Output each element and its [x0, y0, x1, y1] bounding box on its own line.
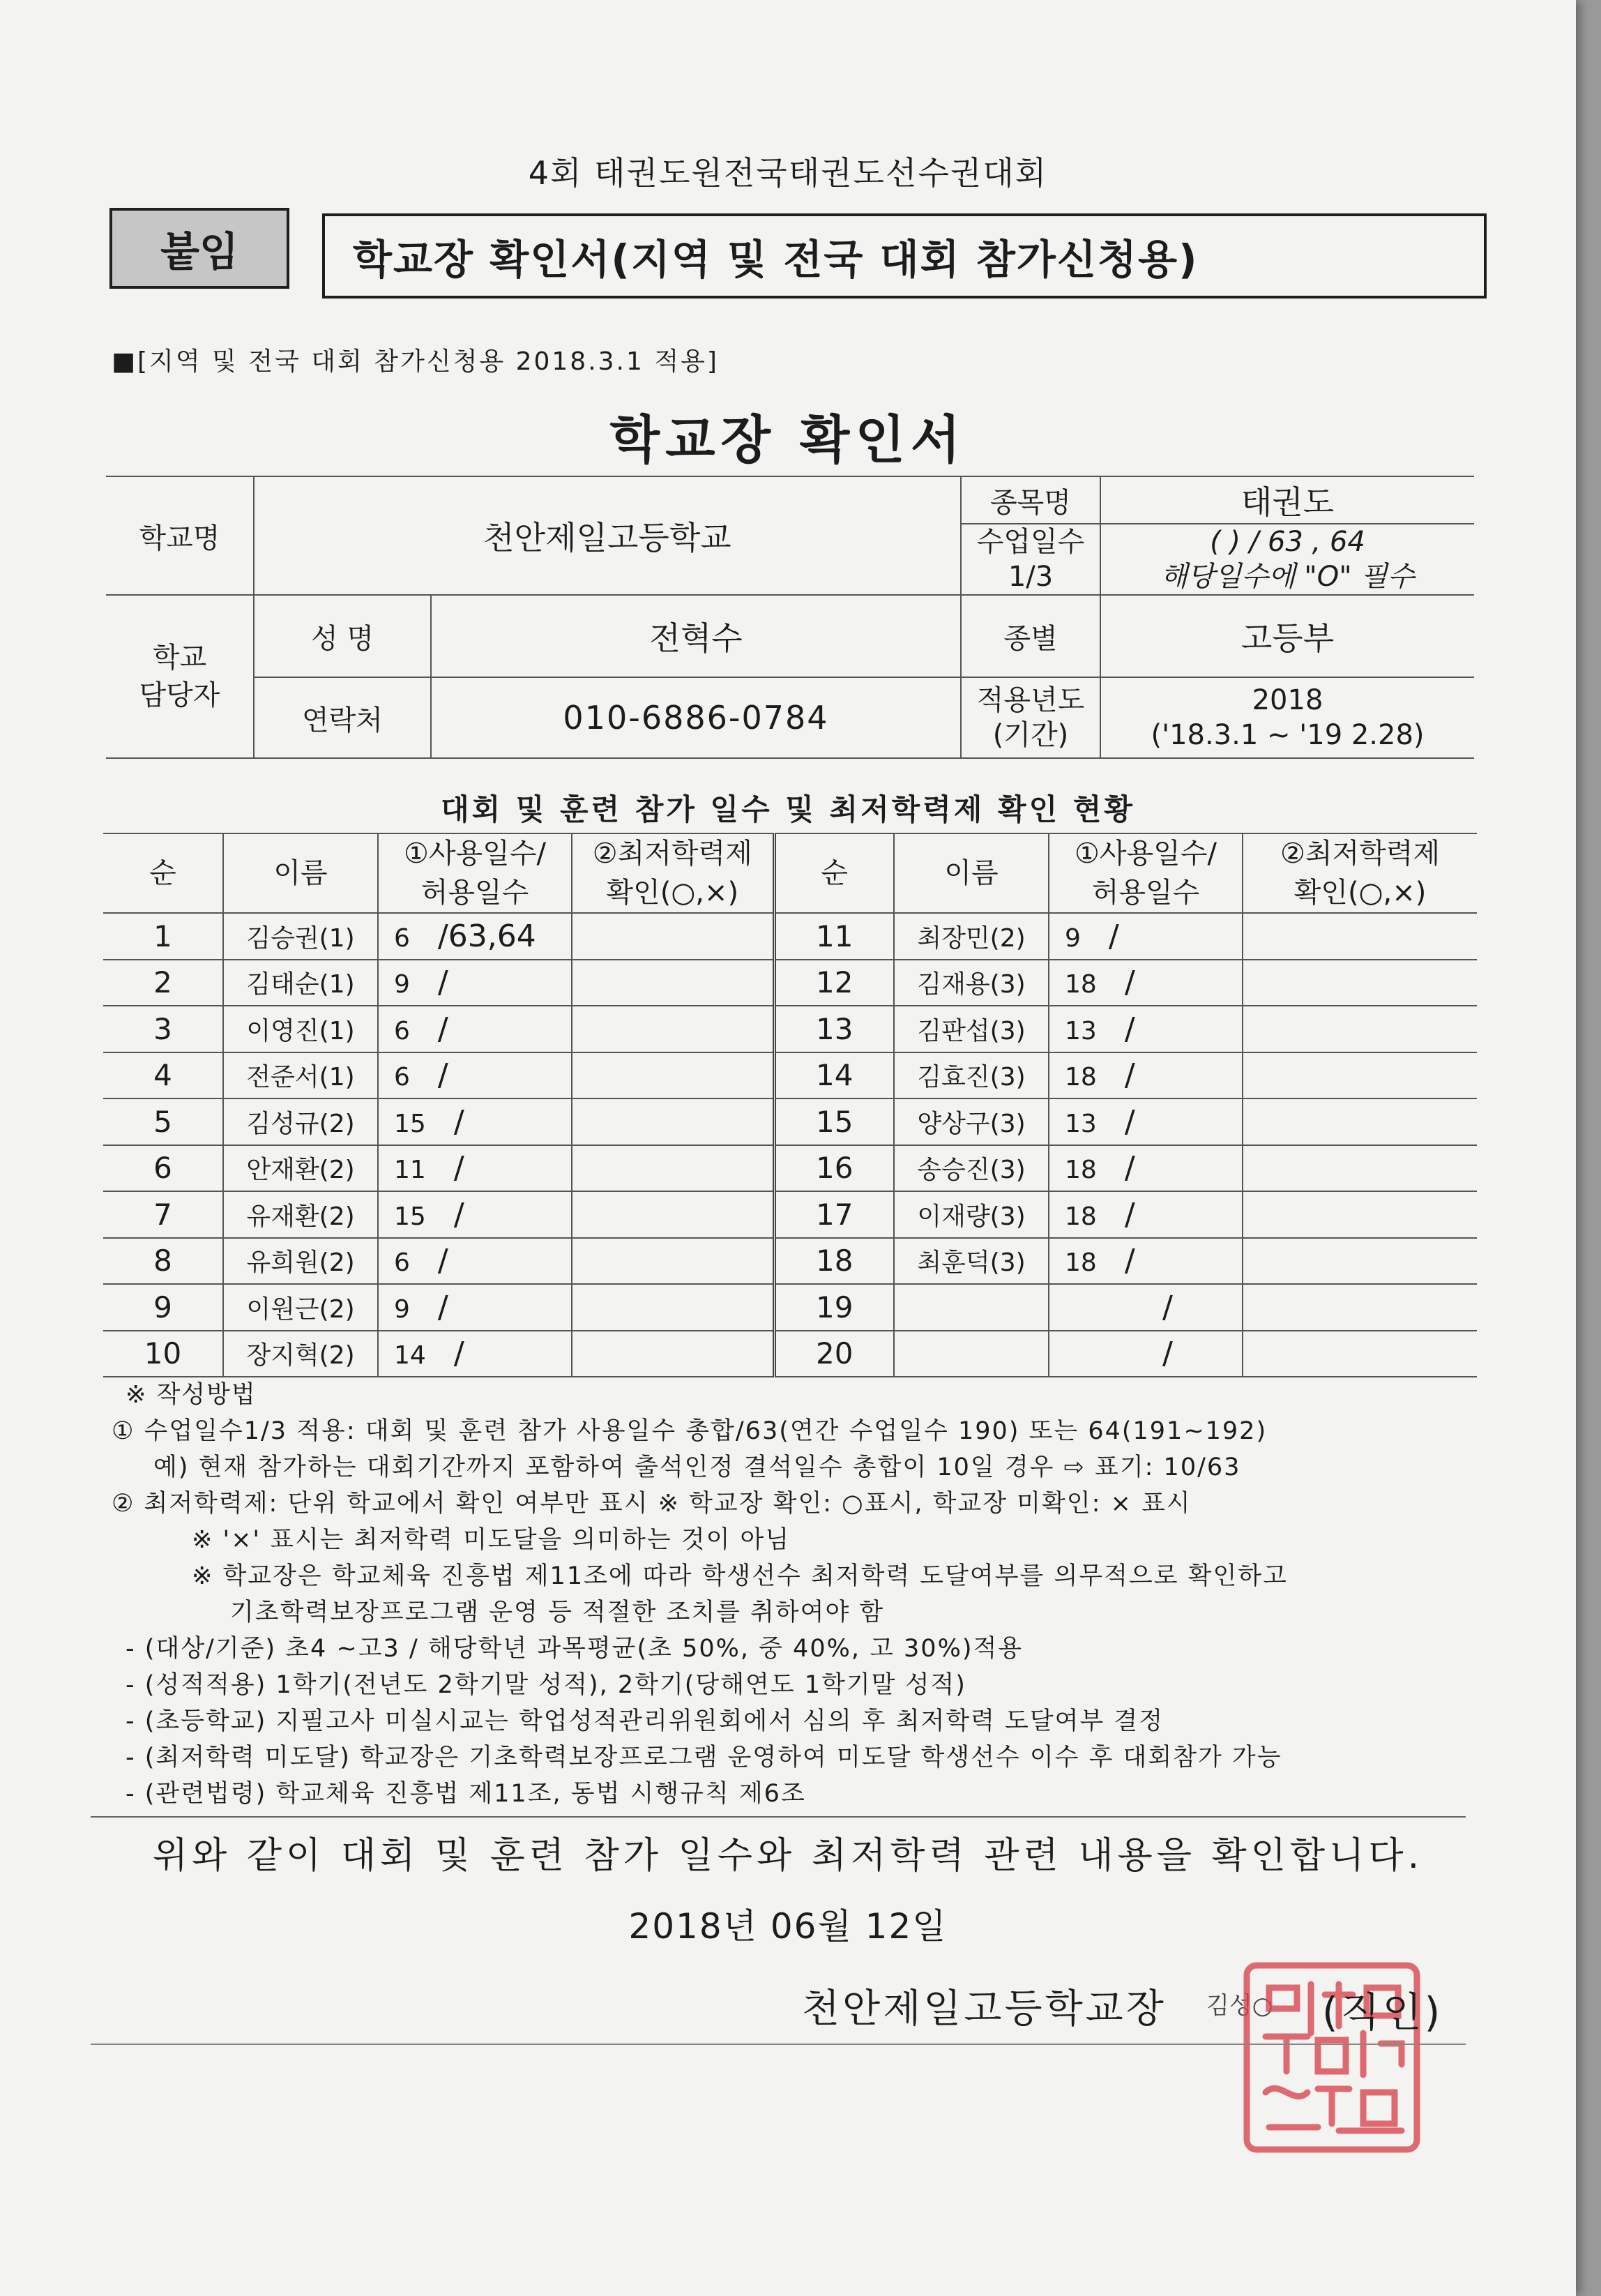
method-line: ※ '×' 표시는 최저학력 미도달을 의미하는 것이 아님: [192, 1526, 791, 1554]
min-grade-check: [572, 913, 774, 960]
table-row: [103, 1331, 1477, 1377]
athlete-name: 유재환(2): [223, 1191, 378, 1238]
class-days-fraction: ( ) / 63 , 64: [1210, 526, 1365, 558]
days-used-value: 15: [394, 1202, 426, 1231]
days-used-value: 15: [394, 1109, 426, 1138]
athlete-name: [894, 1331, 1049, 1377]
contact-value: 010-6886-0784: [431, 677, 961, 758]
min-grade-check: [1243, 1006, 1477, 1052]
event-value: 태권도: [1100, 476, 1474, 524]
method-line: ② 최저학력제: 단위 학교에서 확인 여부만 표시 ※ 학교장 확인: ○표시, 학교장 미확인: × 표시: [112, 1490, 1192, 1518]
min-grade-check: [572, 1191, 774, 1238]
table-row: [103, 1284, 1477, 1331]
days-used-value: 9: [394, 970, 410, 999]
days-used: [378, 1284, 572, 1331]
athlete-name: 유희원(2): [223, 1238, 378, 1285]
days-allowed-value: /: [437, 1011, 448, 1047]
row-number: 6: [103, 1145, 223, 1192]
athlete-name: 최훈덕(3): [894, 1238, 1049, 1285]
writing-method: [112, 1377, 1506, 1812]
division-label: 종별: [961, 595, 1100, 677]
attachment-title: 학교장 확인서(지역 및 전국 대회 참가신청용): [322, 213, 1487, 299]
manager-label-line1: 학교: [152, 642, 207, 674]
table-row: [103, 1052, 1477, 1099]
days-used: [378, 1098, 572, 1145]
row-number: 3: [103, 1006, 223, 1052]
header-min-grade: [1243, 833, 1477, 913]
days-used-value: 18: [1065, 970, 1097, 999]
min-grade-check: [1243, 1191, 1477, 1238]
days-used: [378, 1238, 572, 1285]
days-allowed-value: /: [1124, 1103, 1135, 1140]
days-used: [378, 1006, 572, 1052]
event-label: 종목명: [961, 476, 1100, 524]
min-grade-check: [572, 1284, 774, 1331]
year-label-line1: 적용년도: [976, 684, 1085, 716]
days-allowed-value: /: [437, 1057, 448, 1094]
divider: [91, 2044, 1466, 2045]
days-used-value: 11: [394, 1156, 426, 1185]
row-number: 16: [774, 1145, 894, 1192]
row-number: 14: [774, 1052, 894, 1099]
method-line: - (대상/기준) 초4 ~고3 / 해당학년 과목평균(초 50%, 중 40%, 고 30%)적용: [126, 1635, 1024, 1663]
min-grade-check: [1243, 1098, 1477, 1145]
method-line: 예) 현재 참가하는 대회기간까지 포함하여 출석인정 결석일수 총합이 10일 경우 ⇨ 표기: 10/63: [153, 1453, 1241, 1481]
row-number: 1: [103, 913, 223, 960]
min-grade-check: [1243, 1238, 1477, 1285]
min-grade-check: [572, 1331, 774, 1377]
days-used-value: 18: [1065, 1156, 1097, 1185]
days-allowed-value: /: [1162, 1336, 1173, 1372]
method-title: ※ 작성방법: [126, 1381, 257, 1409]
row-number: 8: [103, 1238, 223, 1285]
min-grade-check: [1243, 1331, 1477, 1377]
school-value: 천안제일고등학교: [254, 476, 961, 595]
min-grade-check: [1243, 1284, 1477, 1331]
division-value: 고등부: [1100, 595, 1474, 677]
days-allowed-value: /: [1124, 1150, 1135, 1186]
participation-header-row: [103, 833, 1477, 913]
days-used-value: 18: [1065, 1202, 1097, 1231]
method-line: 기초학력보장프로그램 운영 등 적절한 조치를 취하여야 함: [230, 1599, 885, 1626]
days-used-value: 13: [1065, 1016, 1097, 1045]
header-days-line1: ①사용일수/: [1075, 838, 1217, 870]
header-days: [378, 833, 572, 913]
athlete-name: 이원근(2): [223, 1284, 378, 1331]
method-line: - (성적적용) 1학기(전년도 2학기말 성적), 2학기(당해연도 1학기말 성적): [126, 1671, 966, 1699]
days-used: [378, 1191, 572, 1238]
days-allowed-value: /: [1124, 1057, 1135, 1094]
header-name: 이름: [223, 833, 378, 913]
days-allowed-value: /63,64: [437, 918, 536, 954]
days-used-value: 6: [394, 1063, 410, 1092]
method-line: - (관련법령) 학교체육 진흥법 제11조, 동법 시행규칙 제6조: [126, 1780, 806, 1808]
min-grade-check: [1243, 960, 1477, 1006]
header-min-line2: 확인(○,×): [1293, 877, 1427, 909]
table-row: [103, 1098, 1477, 1145]
table-row: [103, 1145, 1477, 1192]
row-number: 10: [103, 1331, 223, 1377]
school-info-table: [106, 476, 1474, 759]
days-used: [1049, 1052, 1243, 1099]
min-grade-check: [572, 1098, 774, 1145]
athlete-name: 최장민(2): [894, 913, 1049, 960]
days-used: [1049, 913, 1243, 960]
class-days-instruction: 해당일수에 "O" 필수: [1160, 561, 1415, 593]
year-label-line2: (기간): [992, 719, 1069, 751]
method-line: ① 수업일수1/3 적용: 대회 및 훈련 참가 사용일수 총합/63(연간 수업일수 190) 또는 64(191~192): [112, 1417, 1268, 1445]
athlete-name: 양상구(3): [894, 1098, 1049, 1145]
days-allowed-value: /: [453, 1196, 464, 1232]
confirmation-statement: 위와 같이 대회 및 훈련 참가 일수와 최저학력 관련 내용을 확인합니다.: [152, 1835, 1424, 1877]
days-used: [1049, 1145, 1243, 1192]
row-number: 19: [774, 1284, 894, 1331]
method-line: - (초등학교) 지필고사 미실시교는 학업성적관리위원회에서 심의 후 최저학력 도달여부 결정: [126, 1707, 1164, 1735]
participation-title: 대회 및 훈련 참가 일수 및 최저학력제 확인 현황: [441, 792, 1135, 826]
days-allowed-value: /: [437, 1289, 448, 1325]
min-grade-check: [1243, 1145, 1477, 1192]
days-used: [378, 1145, 572, 1192]
days-used: [378, 1331, 572, 1377]
document-title: 학교장 확인서: [609, 410, 966, 470]
header-min-grade: [572, 833, 774, 913]
attachment-tag: 붙임: [109, 208, 289, 289]
principal-title: 천안제일고등학교장: [802, 1986, 1167, 2032]
days-allowed-value: /: [1108, 918, 1119, 954]
athlete-name: 안재환(2): [223, 1145, 378, 1192]
athlete-name: 김태순(1): [223, 960, 378, 1006]
header-days-line1: ①사용일수/: [404, 838, 546, 870]
header-days-line2: 허용일수: [1091, 877, 1200, 909]
days-allowed-value: /: [1124, 1243, 1135, 1279]
days-used-value: 9: [394, 1294, 410, 1324]
row-number: 18: [774, 1238, 894, 1285]
days-used: [1049, 1191, 1243, 1238]
manager-label: [106, 595, 254, 758]
year-value-line1: 2018: [1252, 684, 1323, 716]
min-grade-check: [572, 1238, 774, 1285]
min-grade-check: [572, 1006, 774, 1052]
days-allowed-value: /: [437, 965, 448, 1001]
days-allowed-value: /: [437, 1243, 448, 1279]
table-row: [103, 1006, 1477, 1052]
row-number: 11: [774, 913, 894, 960]
table-row: [103, 1191, 1477, 1238]
row-number: 7: [103, 1191, 223, 1238]
header-min-line1: ②최저학력제: [592, 838, 752, 870]
days-used: [1049, 1238, 1243, 1285]
row-number: 9: [103, 1284, 223, 1331]
row-number: 17: [774, 1191, 894, 1238]
days-used-value: 14: [394, 1341, 426, 1370]
manager-label-line2: 담당자: [139, 679, 220, 711]
days-used: [1049, 1006, 1243, 1052]
school-label: 학교명: [106, 476, 254, 595]
row-number: 20: [774, 1331, 894, 1377]
application-note: ■[지역 및 전국 대회 참가신청용 2018.3.1 적용]: [112, 347, 719, 376]
days-allowed-value: /: [453, 1336, 464, 1372]
class-days-label: [961, 524, 1100, 595]
athlete-name: 김성규(2): [223, 1098, 378, 1145]
days-used: [1049, 1331, 1243, 1377]
header-min-line2: 확인(○,×): [606, 877, 739, 909]
days-used-value: 18: [1065, 1063, 1097, 1092]
days-used-value: 13: [1065, 1109, 1097, 1138]
row-number: 12: [774, 960, 894, 1006]
year-value: [1100, 677, 1474, 758]
min-grade-check: [572, 1052, 774, 1099]
athlete-name: 송승진(3): [894, 1145, 1049, 1192]
row-number: 5: [103, 1098, 223, 1145]
days-allowed-value: /: [453, 1150, 464, 1186]
row-number: 2: [103, 960, 223, 1006]
athlete-name: 장지혁(2): [223, 1331, 378, 1377]
min-grade-check: [1243, 1052, 1477, 1099]
days-used-value: 18: [1065, 1248, 1097, 1278]
method-line: ※ 학교장은 학교체육 진흥법 제11조에 따라 학생선수 최저학력 도달여부를 의무적으로 확인하고: [192, 1562, 1288, 1590]
class-days-label-line1: 수업일수: [976, 526, 1085, 558]
divider: [91, 1816, 1466, 1818]
days-allowed-value: /: [453, 1103, 464, 1140]
athlete-name: 이재량(3): [894, 1191, 1049, 1238]
row-number: 15: [774, 1098, 894, 1145]
athlete-name: 김재용(3): [894, 960, 1049, 1006]
days-allowed-value: /: [1124, 965, 1135, 1001]
days-used: [378, 1052, 572, 1099]
athlete-name: [894, 1284, 1049, 1331]
days-used-value: 6: [394, 1016, 410, 1045]
header-days-line2: 허용일수: [420, 877, 529, 909]
contact-label: 연락처: [254, 677, 431, 758]
days-used: [378, 913, 572, 960]
participation-table: [103, 833, 1477, 1377]
principal-name: 김성○: [1206, 1992, 1273, 2020]
row-number: 13: [774, 1006, 894, 1052]
min-grade-check: [572, 960, 774, 1006]
athlete-name: 김효진(3): [894, 1052, 1049, 1099]
method-line: - (최저학력 미도달) 학교장은 기초학력보장프로그램 운영하여 미도달 학생선수 이수 후 대회참가 가능: [126, 1744, 1282, 1772]
header-no: 순: [103, 833, 223, 913]
athlete-name: 이영진(1): [223, 1006, 378, 1052]
days-used-value: 6: [394, 923, 410, 953]
days-used: [1049, 1284, 1243, 1331]
days-used: [378, 960, 572, 1006]
name-value: 전혁수: [431, 595, 961, 677]
name-label: 성 명: [254, 595, 431, 677]
min-grade-check: [572, 1145, 774, 1192]
row-number: 4: [103, 1052, 223, 1099]
min-grade-check: [1243, 913, 1477, 960]
athlete-name: 전준서(1): [223, 1052, 378, 1099]
class-days-label-line2: 1/3: [1008, 561, 1054, 593]
table-row: [103, 1238, 1477, 1285]
competition-heading: 4회 태권도원전국태권도선수권대회: [528, 154, 1048, 192]
header-no: 순: [774, 833, 894, 913]
class-days-value: [1100, 524, 1474, 595]
days-used-value: 6: [394, 1248, 410, 1278]
header-name: 이름: [894, 833, 1049, 913]
table-row: [103, 913, 1477, 960]
header-min-line1: ②최저학력제: [1280, 838, 1441, 870]
year-label: [961, 677, 1100, 758]
days-allowed-value: /: [1162, 1289, 1173, 1325]
header-days: [1049, 833, 1243, 913]
seal-label: (직인): [1322, 1988, 1443, 2036]
table-row: [103, 960, 1477, 1006]
days-used: [1049, 960, 1243, 1006]
issue-date: 2018년 06월 12일: [628, 1906, 948, 1947]
days-used: [1049, 1098, 1243, 1145]
athlete-name: 김승권(1): [223, 913, 378, 960]
year-value-line2: ('18.3.1 ~ '19 2.28): [1151, 719, 1425, 751]
days-allowed-value: /: [1124, 1196, 1135, 1232]
days-used-value: 9: [1065, 923, 1081, 953]
days-allowed-value: /: [1124, 1011, 1135, 1047]
athlete-name: 김판섭(3): [894, 1006, 1049, 1052]
